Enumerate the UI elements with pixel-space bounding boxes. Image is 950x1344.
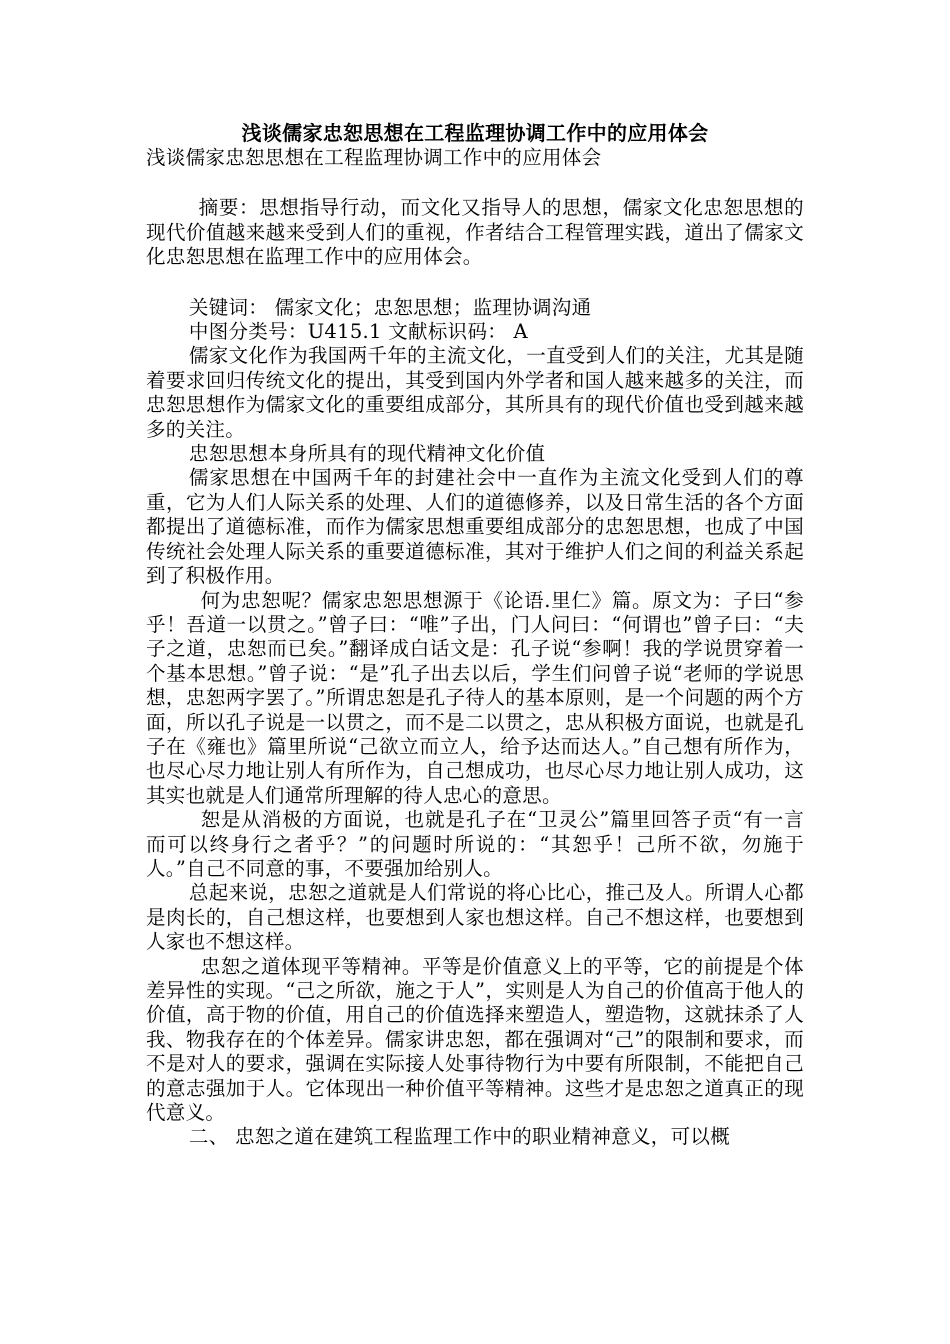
body-paragraph-confucian: 儒家思想在中国两千年的封建社会中一直作为主流文化受到人们的尊重，它为人们人际关系的处理、人们的道德修养，以及日常生活的各个方面都提出了道德标准，而作为儒家思想重要组成部分的忠恕思想，也成了中国传统社会处理人际关系的重要道德标准，其对于维护人们之间的利益关系起到了积极作用。	[146, 466, 804, 588]
body-paragraph-shu: 恕是从消极的方面说，也就是孔子在“卫灵公”篇里回答子贡“有一言而可以终身行之者乎？”的问题时所说的：“其恕乎！己所不欲，勿施于人。”自己不同意的事，不要强加给别人。	[146, 808, 804, 880]
body-paragraph-summary: 总起来说，忠恕之道就是人们常说的将心比心，推己及人。所谓人心都是肉长的，自己想这样，也要想到人家也想这样。自己不想这样，也要想到人家也不想这样。	[146, 881, 804, 954]
classification-line: 中图分类号：U415.1 文献标识码： A	[188, 320, 528, 344]
document-subtitle: 浅谈儒家忠恕思想在工程监理协调工作中的应用体会	[146, 146, 602, 169]
document-page	[146, 120, 804, 1150]
section-heading: 忠恕思想本身所具有的现代精神文化价值	[188, 442, 546, 466]
body-paragraph-zhong: 何为忠恕呢？儒家忠恕思想源于《论语.里仁》篇。原文为：子曰“参乎！吾道一以贯之。”曾子曰：“唯”子出，门人问曰：“何谓也”曾子曰：“夫子之道，忠恕而已矣。”翻译成白话文是：孔子说“参啊！我的学说贯穿着一个基本思想。”曾子说：“是”孔子出去以后，学生们问曾子说“老师的学说思想，忠恕两字罢了。”所谓忠恕是孔子待人的基本原则，是一个问题的两个方面，所以孔子说是一以贯之，而不是二以贯之，忠从积极方面说，也就是孔子在《雍也》篇里所说“己欲立而立人，给予达而达人。”自己想有所作为，也尽心尽力地让别人有所作为，自己想成功，也尽心尽力地让别人成功，这其实也就是人们通常所理解的待人忠心的意思。	[146, 588, 804, 807]
abstract-paragraph: 摘要：思想指导行动，而文化又指导人的思想，儒家文化忠恕思想的现代价值越来越来受到人们的重视，作者结合工程管理实践，道出了儒家文化忠恕思想在监理工作中的应用体会。	[146, 196, 804, 269]
keywords-line: 关键词： 儒家文化；忠恕思想；监理协调沟通	[188, 295, 592, 319]
document-title: 浅谈儒家忠恕思想在工程监理协调工作中的应用体会	[241, 121, 709, 145]
body-paragraph-equality: 忠恕之道体现平等精神。平等是价值意义上的平等，它的前提是个体差异性的实现。“己之所欲，施之于人”，实则是人为自己的价值高于他人的价值，高于物的价值，用自己的价值选择来塑造人，塑造物，这就抹杀了人我、物我存在的个体差异。儒家讲忠恕，都在强调对“己”的限制和要求，而不是对人的要求，强调在实际接人处事待物行为中要有所限制，不能把自己的意志强加于人。它体现出一种价值平等精神。这些才是忠恕之道真正的现代意义。	[146, 954, 804, 1125]
section-heading-two: 二、 忠恕之道在建筑工程监理工作中的职业精神意义，可以概	[188, 1125, 730, 1149]
body-paragraph-intro: 儒家文化作为我国两千年的主流文化，一直受到人们的关注，尤其是随着要求回归传统文化的提出，其受到国内外学者和国人越来越多的关注，而忠恕思想作为儒家文化的重要组成部分，其所具有的现代价值也受到越来越多的关注。	[146, 344, 804, 441]
